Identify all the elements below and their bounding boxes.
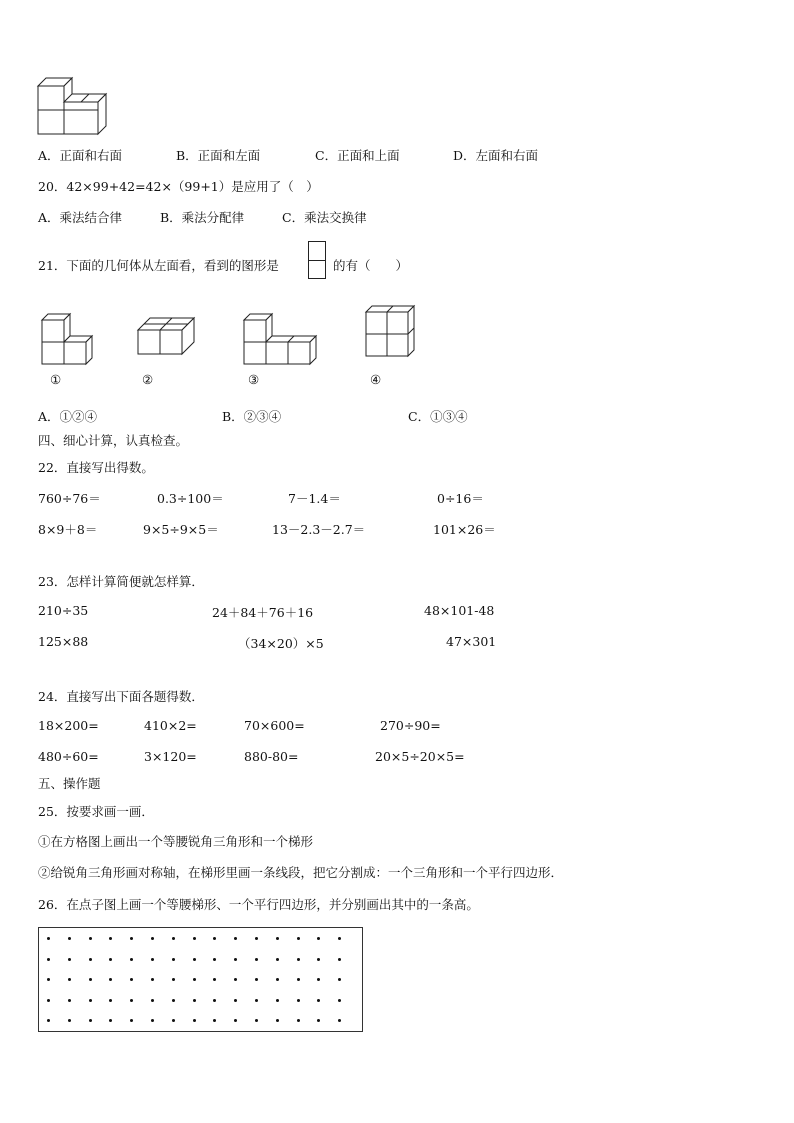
grid-dot [213, 958, 216, 961]
q21-figure-label-1: ① [50, 372, 62, 387]
q21-option-a: A．①②④ [38, 409, 98, 424]
dot-grid[interactable] [38, 927, 363, 1032]
grid-dot [338, 999, 341, 1002]
grid-dot [338, 978, 341, 981]
q21-figure-1 [40, 312, 96, 368]
q20-option-b: B．乘法分配律 [160, 210, 245, 225]
q20-option-a: A．乘法结合律 [38, 210, 123, 225]
q23-question: 23．怎样计算简便就怎样算． [38, 574, 204, 589]
q23-r2-c2: （34×20）×5 [238, 636, 324, 651]
grid-dot [317, 978, 320, 981]
q21-figure-label-3: ③ [248, 372, 260, 387]
grid-dot [193, 978, 196, 981]
q22-r1-c4: 0÷16＝ [437, 491, 484, 506]
grid-dot [338, 1019, 341, 1022]
q19-option-c: C．正面和上面 [315, 148, 400, 163]
grid-dot [297, 958, 300, 961]
grid-dot [317, 1019, 320, 1022]
grid-dot [276, 958, 279, 961]
grid-dot [276, 978, 279, 981]
grid-dot [297, 999, 300, 1002]
grid-dot [276, 1019, 279, 1022]
grid-dot [255, 1019, 258, 1022]
q25-question: 25．按要求画一画． [38, 804, 154, 819]
grid-dot [297, 978, 300, 981]
q21-left-view-shape [308, 241, 326, 279]
grid-dot [193, 958, 196, 961]
q22-r1-c3: 7－1.4＝ [288, 491, 341, 506]
q19-cube-figure [36, 76, 110, 138]
q23-r1-c3: 48×101-48 [424, 603, 495, 618]
grid-dot [109, 958, 112, 961]
q19-option-b: B．正面和左面 [176, 148, 261, 163]
q24-question: 24．直接写出下面各题得数． [38, 689, 204, 704]
q19-option-a: A．正面和右面 [38, 148, 123, 163]
grid-dot [47, 978, 50, 981]
grid-dot [68, 958, 71, 961]
q21-option-b: B．②③④ [222, 409, 282, 424]
grid-dot [234, 958, 237, 961]
q22-r2-c2: 9×5÷9×5＝ [143, 522, 219, 537]
grid-dot [130, 978, 133, 981]
q21-figure-label-4: ④ [370, 372, 382, 387]
q22-r1-c2: 0.3÷100＝ [157, 491, 224, 506]
grid-dot [317, 958, 320, 961]
q25-item-1: ①在方格图上画出一个等腰锐角三角形和一个梯形 [38, 834, 314, 849]
grid-dot [276, 999, 279, 1002]
grid-dot [89, 937, 92, 940]
q26-question: 26．在点子图上画一个等腰梯形、一个平行四边形，并分别画出其中的一条高。 [38, 897, 479, 912]
grid-dot [276, 937, 279, 940]
q23-r1-c1: 210÷35 [38, 603, 89, 618]
grid-dot [213, 978, 216, 981]
grid-dot [109, 999, 112, 1002]
q24-r2-c4: 20×5÷20×5= [375, 749, 465, 764]
grid-dot [172, 999, 175, 1002]
grid-dot [193, 1019, 196, 1022]
section5-title: 五、操作题 [38, 776, 101, 791]
grid-dot [172, 978, 175, 981]
q24-r1-c2: 410×2= [144, 718, 197, 733]
q21-figure-4 [364, 304, 418, 358]
grid-dot [47, 1019, 50, 1022]
grid-dot [130, 937, 133, 940]
grid-dot [130, 958, 133, 961]
q20-option-c: C．乘法交换律 [282, 210, 367, 225]
grid-dot [193, 999, 196, 1002]
grid-dot [68, 1019, 71, 1022]
grid-dot [109, 978, 112, 981]
grid-dot [151, 937, 154, 940]
grid-dot [47, 937, 50, 940]
grid-dot [89, 999, 92, 1002]
grid-dot [47, 958, 50, 961]
grid-dot [338, 958, 341, 961]
q23-r1-c2: 24＋84＋76＋16 [212, 605, 314, 620]
grid-dot [130, 1019, 133, 1022]
q21-question-post: 的有（ ） [333, 258, 409, 273]
q22-r2-c1: 8×9＋8＝ [38, 522, 98, 537]
q24-r2-c1: 480÷60= [38, 749, 99, 764]
grid-dot [297, 1019, 300, 1022]
grid-dot [234, 978, 237, 981]
grid-dot [338, 937, 341, 940]
q24-r1-c1: 18×200= [38, 718, 99, 733]
grid-dot [193, 937, 196, 940]
q24-r2-c3: 880-80= [244, 749, 299, 764]
q24-r1-c3: 70×600= [244, 718, 305, 733]
grid-dot [68, 978, 71, 981]
q21-figure-label-2: ② [142, 372, 154, 387]
grid-dot [89, 958, 92, 961]
grid-dot [255, 999, 258, 1002]
grid-dot [317, 937, 320, 940]
grid-dot [234, 1019, 237, 1022]
grid-dot [234, 999, 237, 1002]
q21-figure-3 [242, 312, 320, 368]
q23-r2-c3: 47×301 [446, 634, 497, 649]
q21-question-pre: 21．下面的几何体从左面看，看到的图形是 [38, 258, 279, 273]
q22-question: 22．直接写出得数。 [38, 460, 154, 475]
grid-dot [255, 937, 258, 940]
q22-r2-c3: 13－2.3－2.7＝ [272, 522, 366, 537]
grid-dot [130, 999, 133, 1002]
grid-dot [47, 999, 50, 1002]
q20-question: 20．42×99+42=42×（99+1）是应用了（ ） [38, 179, 319, 194]
q22-r1-c1: 760÷76＝ [38, 491, 101, 506]
grid-dot [172, 937, 175, 940]
grid-dot [109, 1019, 112, 1022]
grid-dot [213, 937, 216, 940]
q21-option-c: C．①③④ [408, 409, 468, 424]
grid-dot [213, 1019, 216, 1022]
grid-dot [89, 978, 92, 981]
grid-dot [255, 978, 258, 981]
q21-figure-2 [136, 316, 198, 358]
grid-dot [172, 1019, 175, 1022]
q23-r2-c1: 125×88 [38, 634, 89, 649]
grid-dot [151, 1019, 154, 1022]
q25-item-2: ②给锐角三角形画对称轴，在梯形里画一条线段，把它分割成：一个三角形和一个平行四边形． [38, 865, 564, 880]
grid-dot [109, 937, 112, 940]
q24-r2-c2: 3×120= [144, 749, 197, 764]
grid-dot [172, 958, 175, 961]
q24-r1-c4: 270÷90= [380, 718, 441, 733]
grid-dot [151, 978, 154, 981]
grid-dot [234, 937, 237, 940]
grid-dot [89, 1019, 92, 1022]
grid-dot [151, 958, 154, 961]
grid-dot [68, 937, 71, 940]
grid-dot [213, 999, 216, 1002]
grid-dot [68, 999, 71, 1002]
q19-option-d: D．左面和右面 [453, 148, 539, 163]
grid-dot [255, 958, 258, 961]
section4-title: 四、细心计算，认真检查。 [38, 433, 189, 448]
grid-dot [297, 937, 300, 940]
q22-r2-c4: 101×26＝ [433, 522, 496, 537]
grid-dot [151, 999, 154, 1002]
grid-dot [317, 999, 320, 1002]
